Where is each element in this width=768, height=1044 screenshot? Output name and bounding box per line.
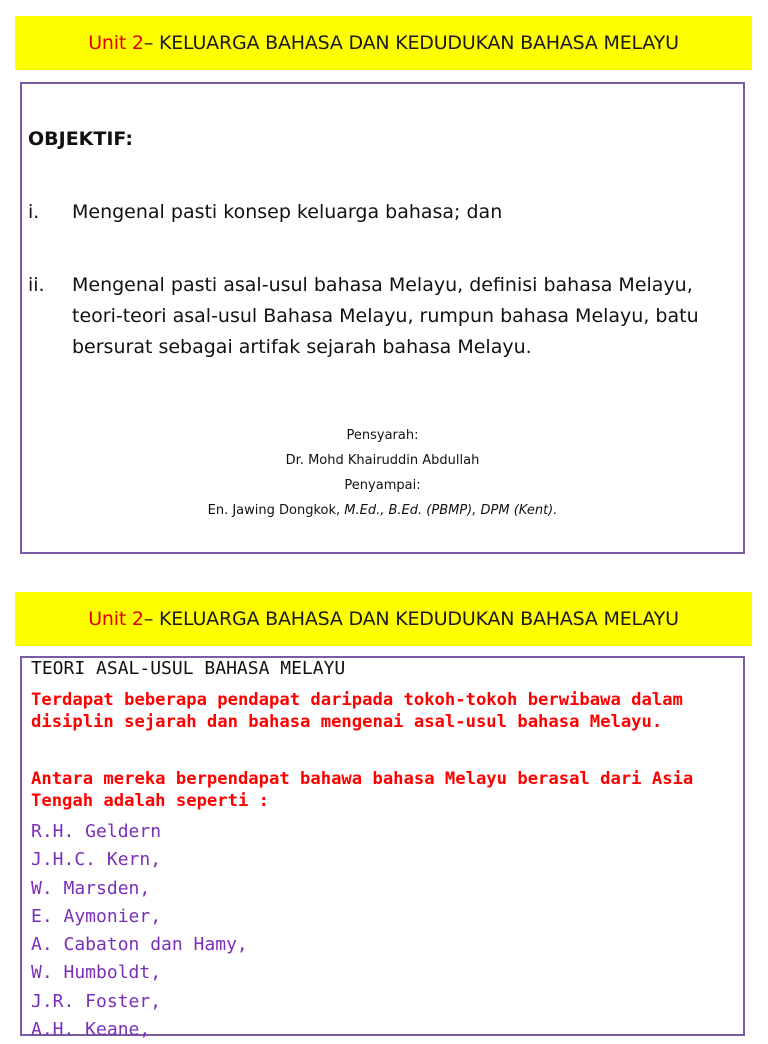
scholar-name: R.H. Geldern	[31, 821, 162, 842]
scholar-name: A.H. Keane,	[31, 1019, 151, 1041]
presenter-name: En. Jawing Dongkok,	[207, 503, 341, 518]
objective-item	[28, 197, 732, 228]
objective-text: Mengenal pasti asal-usul bahasa Melayu, definisi bahasa Melayu, teori-teori asal-usul Bahasa Melayu, rumpun bahasa Melayu, batu bersurat sebagai artifak sejarah bahasa Melayu.	[72, 274, 699, 358]
objective-heading: OBJEKTIF:	[28, 128, 133, 150]
unit-label: Unit 2	[88, 608, 144, 630]
scholar-name: J.R. Foster,	[31, 990, 162, 1012]
objective-number: ii.	[28, 274, 45, 296]
credits-block	[20, 423, 745, 523]
slide1-title-banner	[15, 16, 752, 70]
lecturer-label: Pensyarah:	[346, 428, 419, 443]
lecturer-name: Dr. Mohd Khairuddin Abdullah	[285, 453, 480, 468]
section-title: TEORI ASAL-USUL BAHASA MELAYU	[31, 658, 346, 679]
presenter-line	[20, 498, 745, 523]
presenter-label: Penyampai:	[344, 478, 421, 493]
objective-number: i.	[28, 201, 40, 223]
presenter-qualifications: M.Ed., B.Ed. (PBMP), DPM (Kent).	[340, 503, 558, 518]
scholar-list	[31, 818, 248, 1044]
scholar-name: W. Marsden,	[31, 877, 151, 899]
banner-title: – KELUARGA BAHASA DAN KEDUDUKAN BAHASA MELAYU	[143, 608, 679, 630]
scholar-name: J.H.C. Kern,	[31, 849, 162, 871]
banner-title: – KELUARGA BAHASA DAN KEDUDUKAN BAHASA MELAYU	[143, 32, 679, 54]
objective-item	[28, 270, 732, 363]
scholar-name: E. Aymonier,	[31, 905, 162, 927]
slide2-title-banner	[15, 592, 752, 646]
scholar-name: W. Humboldt,	[31, 962, 162, 984]
intro-paragraph: Terdapat beberapa pendapat daripada tokoh-tokoh berwibawa dalam disiplin sejarah dan bahasa mengenai asal-usul bahasa Melayu.	[31, 690, 683, 732]
scholar-name: A. Cabaton dan Hamy,	[31, 934, 248, 956]
unit-label: Unit 2	[88, 32, 144, 54]
origin-paragraph: Antara mereka berpendapat bahawa bahasa Melayu berasal dari Asia Tengah adalah seperti :	[31, 769, 694, 811]
objective-text: Mengenal pasti konsep keluarga bahasa; dan	[72, 201, 503, 223]
